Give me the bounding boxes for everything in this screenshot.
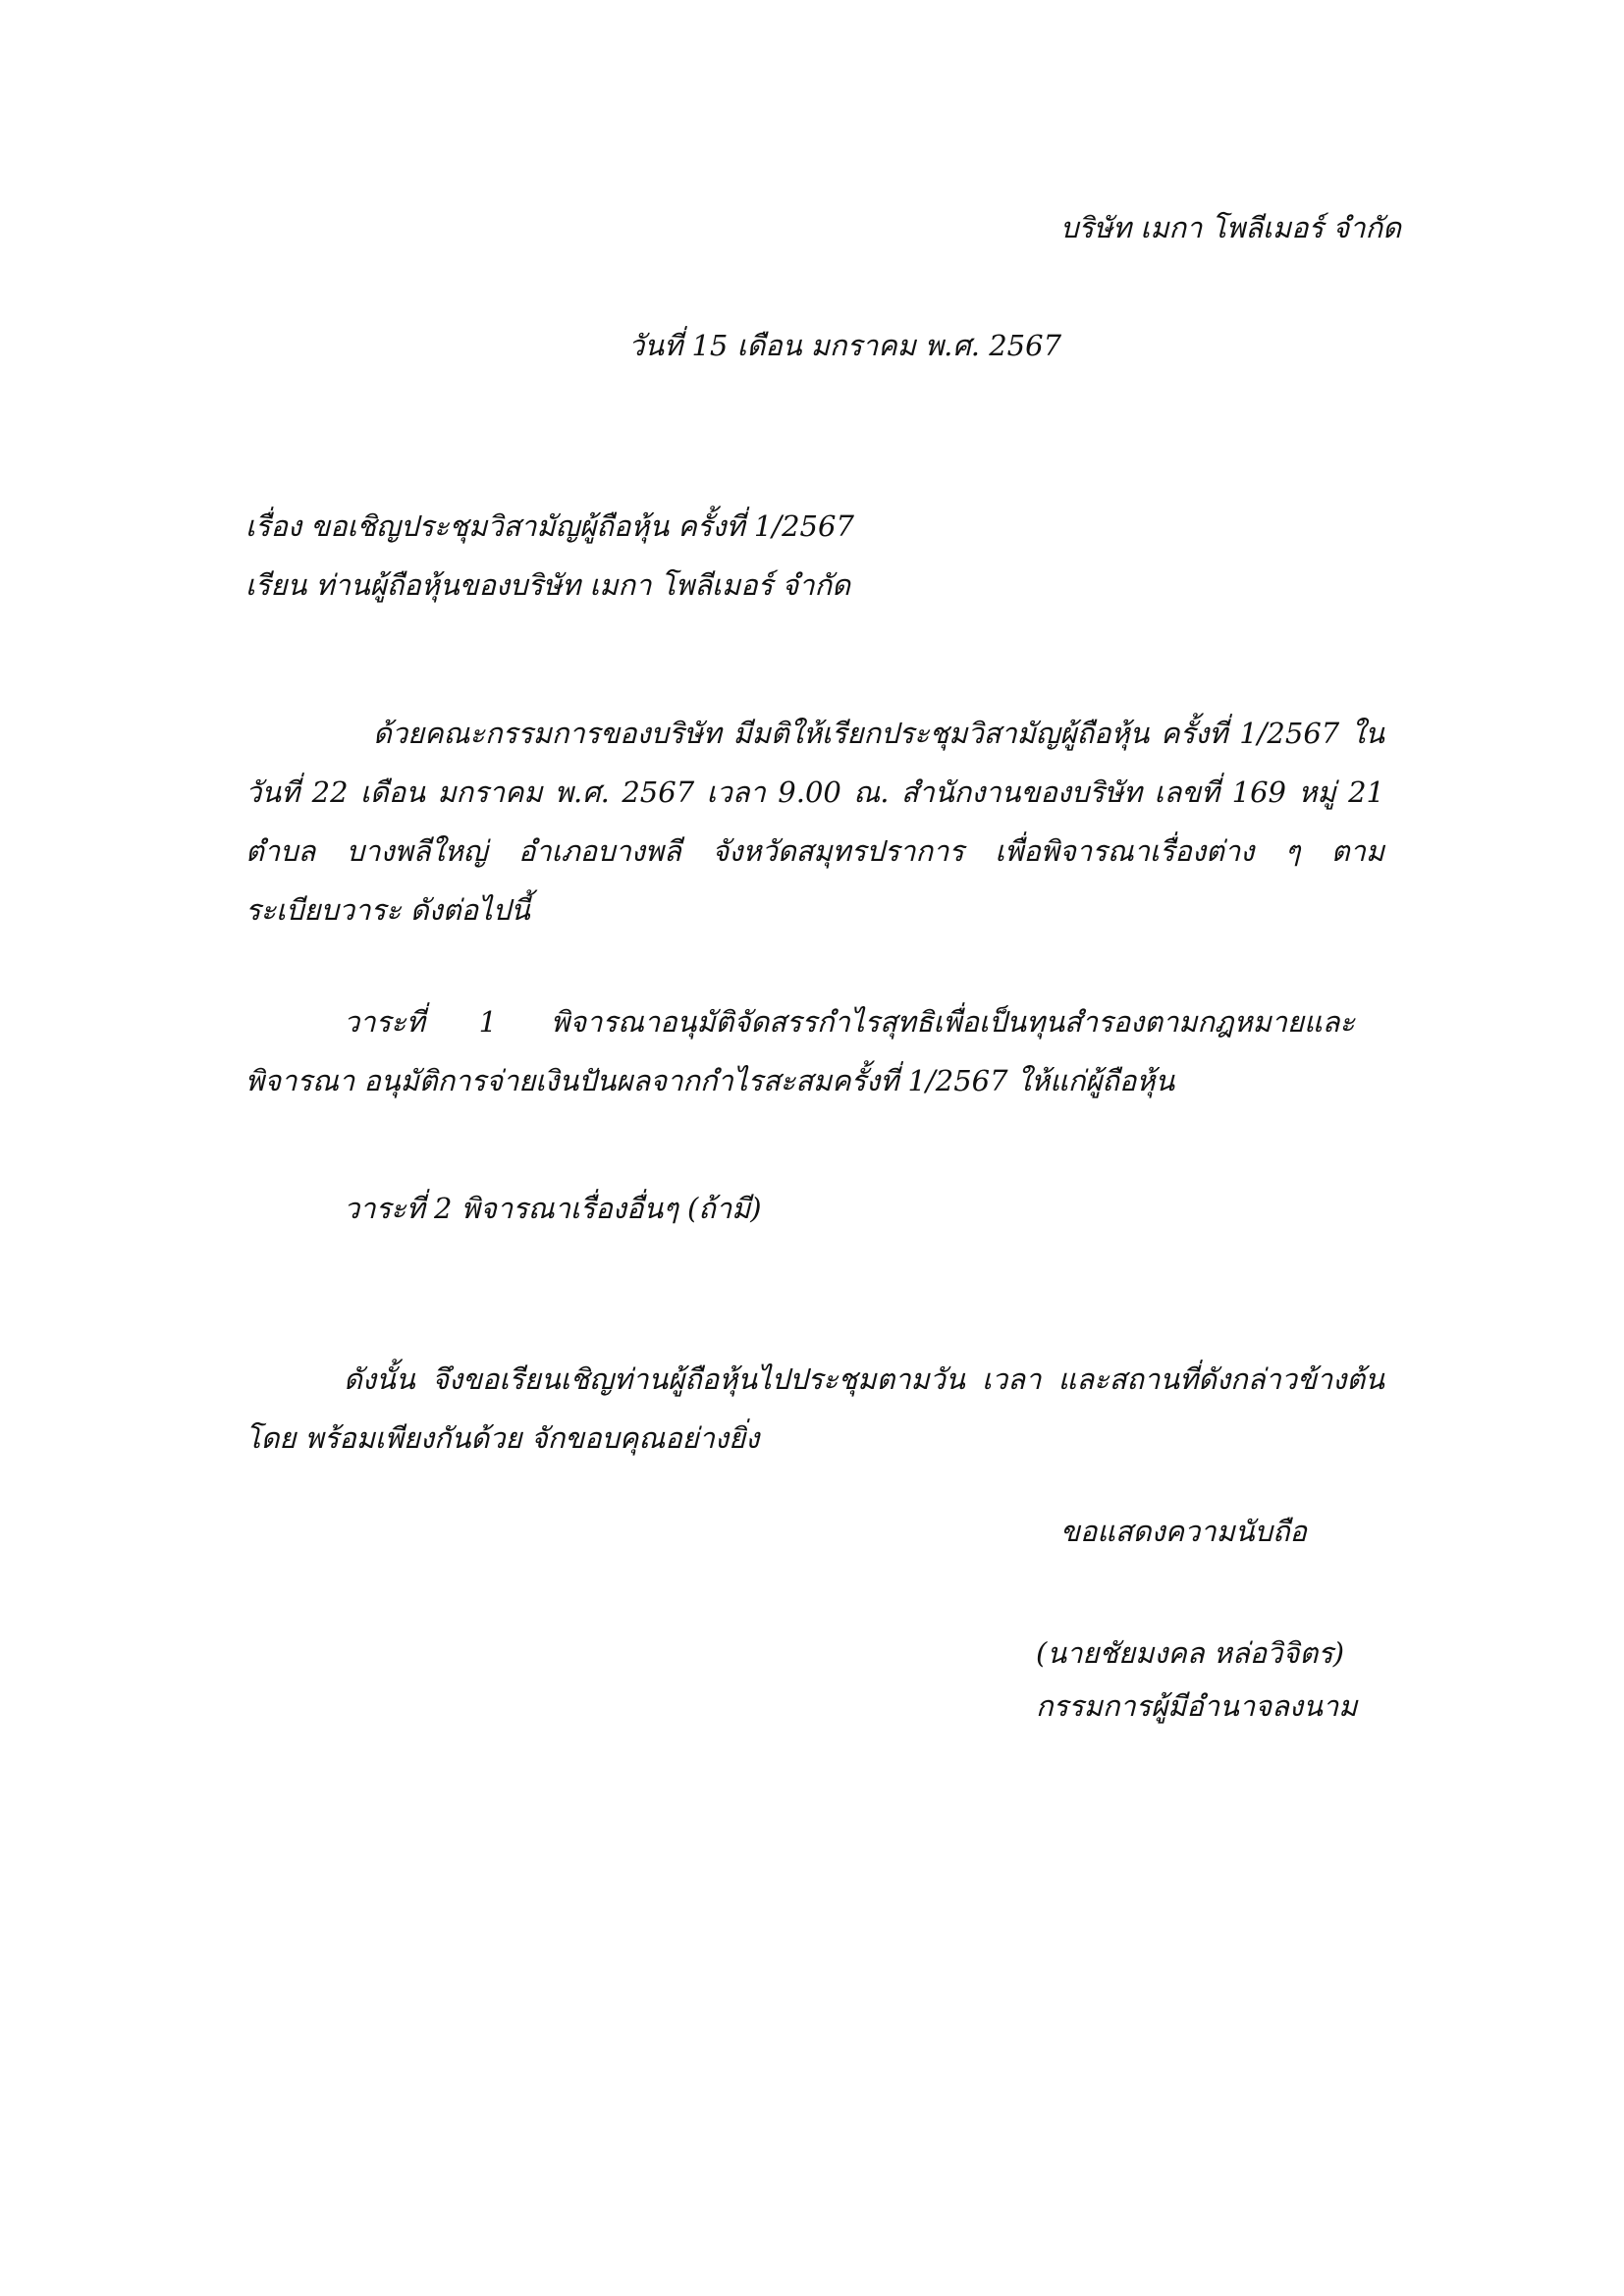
letter-date: วันที่ 15 เดือน มกราคม พ.ศ. 2567 <box>628 329 1062 362</box>
company-name: บริษัท เมกา โพลีเมอร์ จำกัด <box>1060 211 1401 244</box>
closing-paragraph: ดังนั้น จึงขอเรียนเชิญท่านผู้ถือหุ้นไปประชุมตามวัน เวลา และสถานที่ดังกล่าวข้างต้นโดย พร้อมเพียงกันด้วย จักขอบคุณอย่างยิ่ง <box>245 1362 1384 1455</box>
letter-subject: เรื่อง ขอเชิญประชุมวิสามัญผู้ถือหุ้น ครั้งที่ 1/2567 <box>245 509 854 543</box>
signer-title: กรรมการผู้มีอำนาจลงนาม <box>1036 1689 1358 1723</box>
closing-regards: ขอแสดงความนับถือ <box>1060 1515 1307 1548</box>
intro-paragraph: ด้วยคณะกรรมการของบริษัท มีมติให้เรียกประชุมวิสามัญผู้ถือหุ้น ครั้งที่ 1/2567 ใน วันที่ 22 เดือน มกราคม พ.ศ. 2567 เวลา 9.00 ณ. สำนักงานของบริษัท เลขที่ 169 หมู่ 21 ตำบล บางพลีใหญ่ อำเภอบางพลี จังหวัดสมุทรปราการ เพื่อพิจารณาเรื่องต่าง ๆ ตามระเบียบวาระ ดังต่อไปนี้ <box>245 717 1384 927</box>
letter-recipient: เรียน ท่านผู้ถือหุ้นของบริษัท เมกา โพลีเมอร์ จำกัด <box>245 568 850 602</box>
agenda-item-2: วาระที่ 2 พิจารณาเรื่องอื่นๆ (ถ้ามี) <box>344 1192 762 1225</box>
signer-name: (นายชัยมงคล หล่อวิจิตร) <box>1036 1636 1345 1670</box>
agenda-item-1: วาระที่ 1 พิจารณาอนุมัติจัดสรรกำไรสุทธิเพื่อเป็นทุนสำรองตามกฎหมายและพิจารณา อนุมัติการจ่ายเงินปันผลจากกำไรสะสมครั้งที่ 1/2567 ให้แก่ผู้ถือหุ้น <box>245 1005 1355 1097</box>
